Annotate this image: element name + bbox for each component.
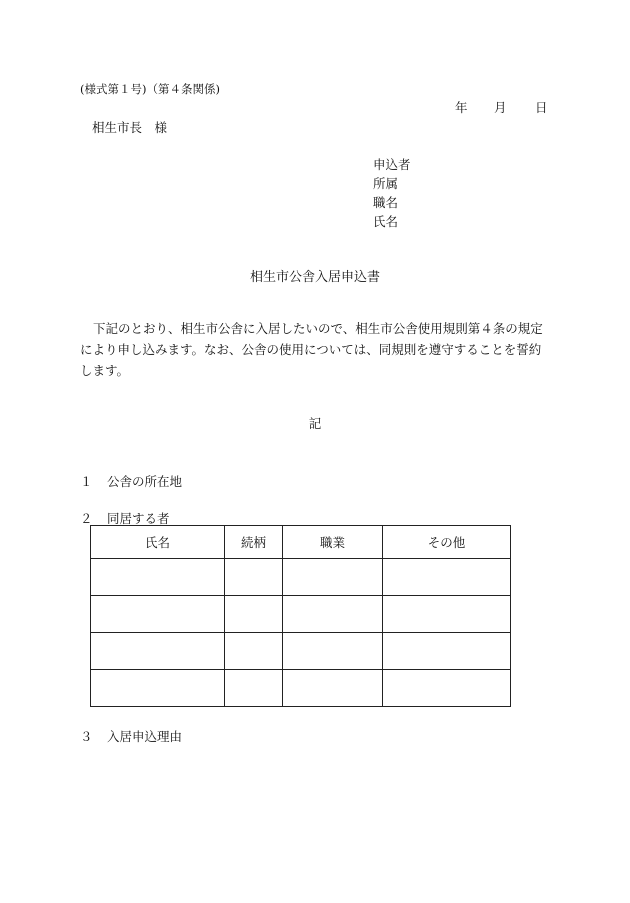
date-year: 年 — [455, 100, 468, 115]
table-cell[interactable] — [283, 670, 383, 707]
table-cell[interactable] — [91, 670, 225, 707]
table-cell[interactable] — [283, 633, 383, 670]
section-label: 公舎の所在地 — [107, 474, 183, 489]
date-line — [455, 98, 548, 116]
header-other: その他 — [383, 526, 511, 559]
header-relationship: 続柄 — [225, 526, 283, 559]
table-cell[interactable] — [91, 559, 225, 596]
ki-heading: 記 — [308, 416, 322, 431]
table-row — [91, 670, 511, 707]
table-row — [91, 596, 511, 633]
section-number: １ — [80, 474, 93, 489]
table-cell[interactable] — [383, 670, 511, 707]
applicant-label: 申込者 — [373, 157, 411, 172]
table-row — [91, 633, 511, 670]
form-number: (様式第１号)（第４条関係) — [80, 82, 220, 96]
document-title: 相生市公舎入居申込書 — [249, 270, 380, 285]
section-number: ３ — [80, 729, 93, 744]
table-cell[interactable] — [383, 559, 511, 596]
addressee: 相生市長 様 — [92, 120, 168, 135]
table-cell[interactable] — [225, 559, 283, 596]
body-paragraph: 下記のとおり、相生市公舎に入居したいので、相生市公舎使用規則第４条の規定により申し込みます。なお、公舎の使用については、同規則を遵守することを誓約します。 — [80, 321, 543, 378]
table-cell[interactable] — [225, 670, 283, 707]
section-label: 同居する者 — [107, 511, 170, 526]
table-cell[interactable] — [283, 596, 383, 633]
applicant-department: 所属 — [373, 176, 399, 191]
table-cell[interactable] — [91, 596, 225, 633]
table-header-row — [91, 526, 511, 559]
table-cell[interactable] — [225, 633, 283, 670]
section-number: ２ — [80, 511, 93, 526]
date-month: 月 — [494, 100, 507, 115]
applicant-position: 職名 — [373, 195, 399, 210]
header-occupation: 職業 — [283, 526, 383, 559]
applicant-name: 氏名 — [373, 214, 399, 229]
table-cell[interactable] — [283, 559, 383, 596]
table-row — [91, 559, 511, 596]
header-name: 氏名 — [91, 526, 225, 559]
section-location — [80, 472, 182, 490]
section-label: 入居申込理由 — [107, 729, 183, 744]
table-cell[interactable] — [383, 633, 511, 670]
table-cell[interactable] — [383, 596, 511, 633]
cohabitants-table — [90, 525, 511, 707]
table-cell[interactable] — [91, 633, 225, 670]
table-cell[interactable] — [225, 596, 283, 633]
date-day: 日 — [535, 100, 548, 115]
section-reason — [80, 727, 182, 745]
